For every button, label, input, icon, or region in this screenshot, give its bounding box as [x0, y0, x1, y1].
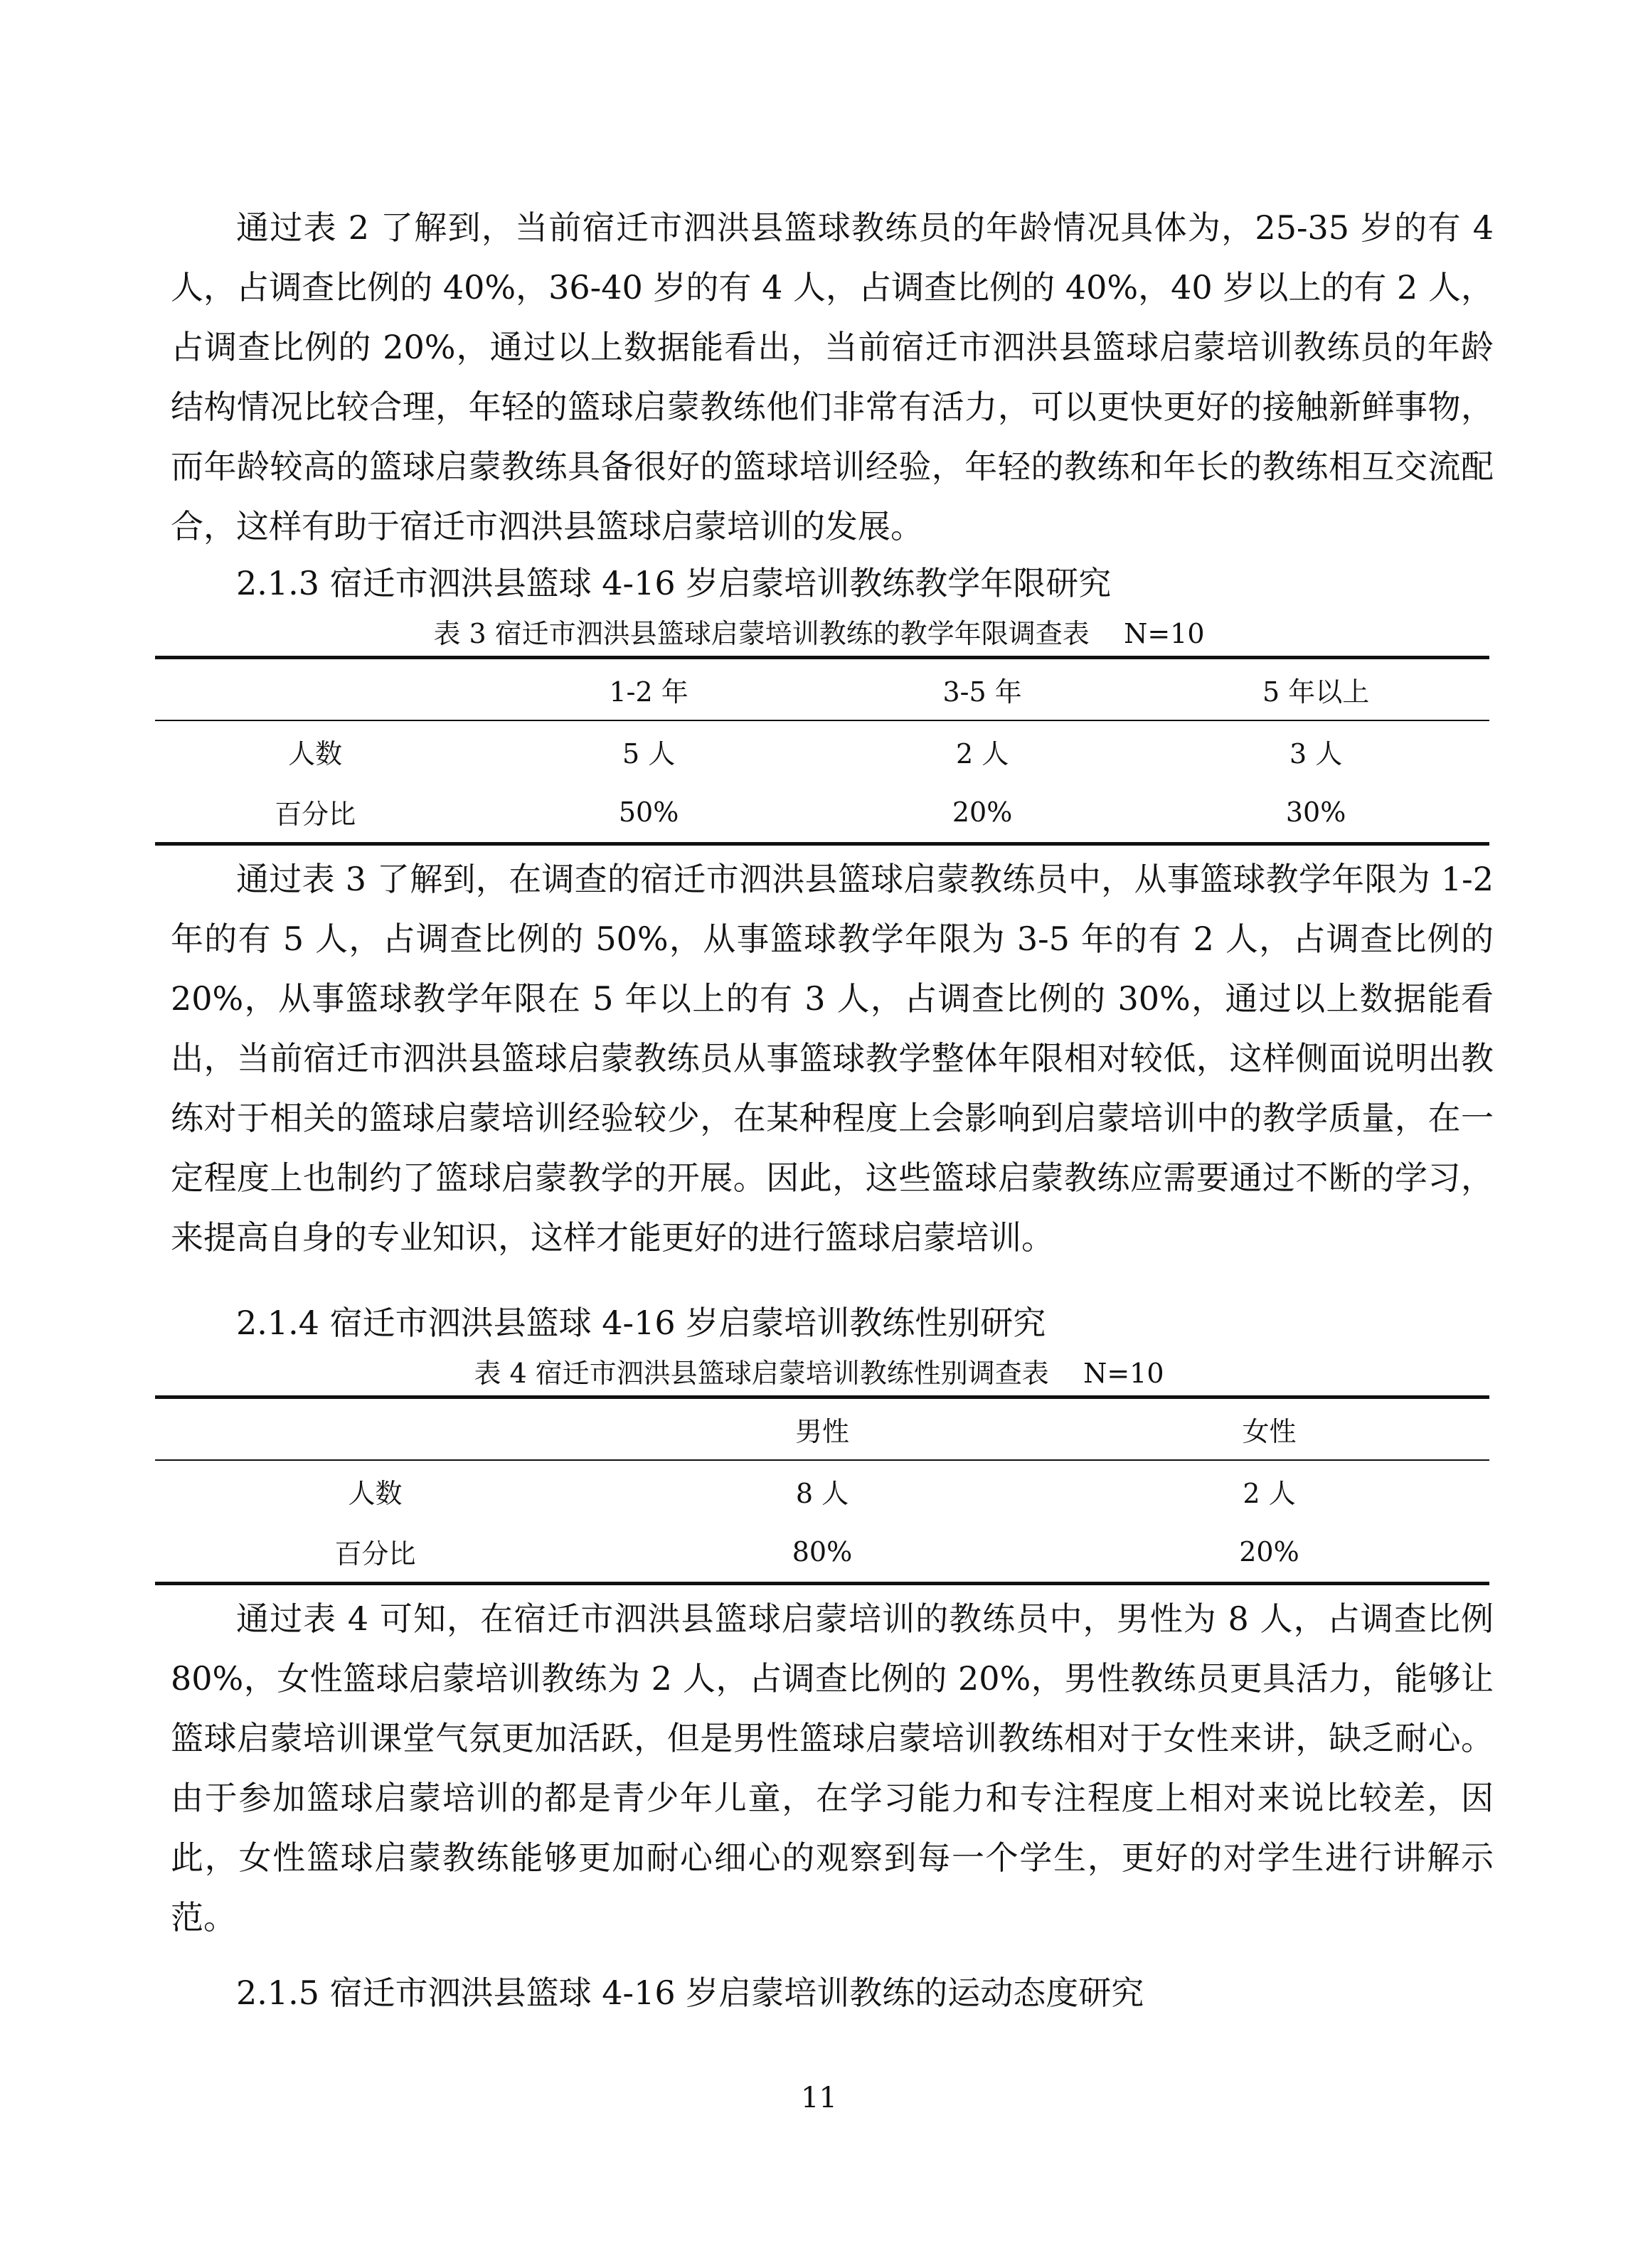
- table4-cell: 80%: [595, 1521, 1049, 1584]
- table-row: [155, 1521, 1489, 1584]
- table3-cell: 3 人: [1289, 738, 1343, 770]
- section-heading-2-1-4: 2.1.4 宿迁市泗洪县篮球 4-16 岁启蒙培训教练性别研究: [236, 1304, 1046, 1342]
- table4-cell: 8 人: [795, 1478, 849, 1509]
- table4-header-cell: 男性: [595, 1397, 1049, 1461]
- paragraph-table3-analysis: 通过表 3 了解到，在调查的宿迁市泗洪县篮球启蒙教练员中，从事篮球教学年限为 1-2 年的有 5 人，占调查比例的 50%，从事篮球教学年限为 3-5 年的有 2 人，占调查比例的 20%，从事篮球教学年限在 5 年以上的有 3 人，占调查比例的 30%，通过以上数据能看出，当前宿迁市泗洪县篮球启蒙教练员从事篮球教学整体年限相对较低，这样侧面说明出教练对于相关的篮球启蒙培训经验较少，在某种程度上会影响到启蒙培训中的教学质量，在一定程度上也制约了篮球启蒙教学的开展。因此，这些篮球启蒙教练应需要通过不断的学习，来提高自身的专业知识，这样才能更好的进行篮球启蒙培训。: [171, 860, 1494, 1257]
- table4-header-cell: [155, 1397, 595, 1461]
- table4-cell: 2 人: [1243, 1478, 1296, 1509]
- table3-header-cell: 5 年以上: [1142, 658, 1489, 721]
- table3-header-cell: [155, 658, 475, 721]
- table3-cell: 30%: [1142, 782, 1489, 844]
- paragraph-table4-analysis: 通过表 4 可知，在宿迁市泗洪县篮球启蒙培训的教练员中，男性为 8 人，占调查比例 80%，女性篮球启蒙培训教练为 2 人，占调查比例的 20%，男性教练员更具活力，能够让篮球启蒙培训课堂气氛更加活跃，但是男性篮球启蒙培训教练相对于女性来讲，缺乏耐心。由于参加篮球启蒙培训的都是青少年儿童，在学习能力和专注程度上相对来说比较差，因此，女性篮球启蒙教练能够更加耐心细心的观察到每一个学生，更好的对学生进行讲解示范。: [171, 1599, 1494, 1937]
- section-heading-2-1-5: 2.1.5 宿迁市泗洪县篮球 4-16 岁启蒙培训教练的运动态度研究: [236, 1974, 1144, 2012]
- section-heading-2-1-3: 2.1.3 宿迁市泗洪县篮球 4-16 岁启蒙培训教练教学年限研究: [236, 564, 1112, 602]
- table4-header-cell: 女性: [1049, 1397, 1489, 1461]
- table3-cell: 2 人: [955, 738, 1009, 770]
- table3-header-cell: 1-2 年: [475, 658, 822, 721]
- page-number: 11: [801, 2082, 837, 2114]
- table3-teaching-years: [155, 656, 1489, 846]
- table4-row-label: 人数: [348, 1478, 403, 1509]
- table4-header-row: [155, 1397, 1489, 1461]
- table4-caption: 表 4 宿迁市泗洪县篮球启蒙培训教练性别调查表 N=10: [474, 1358, 1164, 1389]
- paragraph-table2-analysis: 通过表 2 了解到，当前宿迁市泗洪县篮球教练员的年龄情况具体为，25-35 岁的有 4 人，占调查比例的 40%，36-40 岁的有 4 人，占调查比例的 40%，40 岁以上的有 2 人，占调查比例的 20%，通过以上数据能看出，当前宿迁市泗洪县篮球启蒙培训教练员的年龄结构情况比较合理，年轻的篮球启蒙教练他们非常有活力，可以更快更好的接触新鲜事物，而年龄较高的篮球启蒙教练具备很好的篮球培训经验，年轻的教练和年长的教练相互交流配合，这样有助于宿迁市泗洪县篮球启蒙培训的发展。: [171, 208, 1494, 545]
- table-row: [155, 1460, 1489, 1521]
- table4-cell: 20%: [1049, 1521, 1489, 1584]
- table3-row-label: 百分比: [155, 782, 475, 844]
- table3-caption: 表 3 宿迁市泗洪县篮球启蒙培训教练的教学年限调查表 N=10: [433, 618, 1205, 649]
- table-row: [155, 720, 1489, 782]
- table3-cell: 20%: [822, 782, 1142, 844]
- table3-row-label: 人数: [288, 738, 343, 770]
- table3-header-cell: 3-5 年: [822, 658, 1142, 721]
- table3-cell: 50%: [475, 782, 822, 844]
- table-row: [155, 782, 1489, 844]
- table4-row-label: 百分比: [155, 1521, 595, 1584]
- table3-header-row: [155, 658, 1489, 721]
- table4-gender: [155, 1395, 1489, 1585]
- table3-cell: 5 人: [622, 738, 676, 770]
